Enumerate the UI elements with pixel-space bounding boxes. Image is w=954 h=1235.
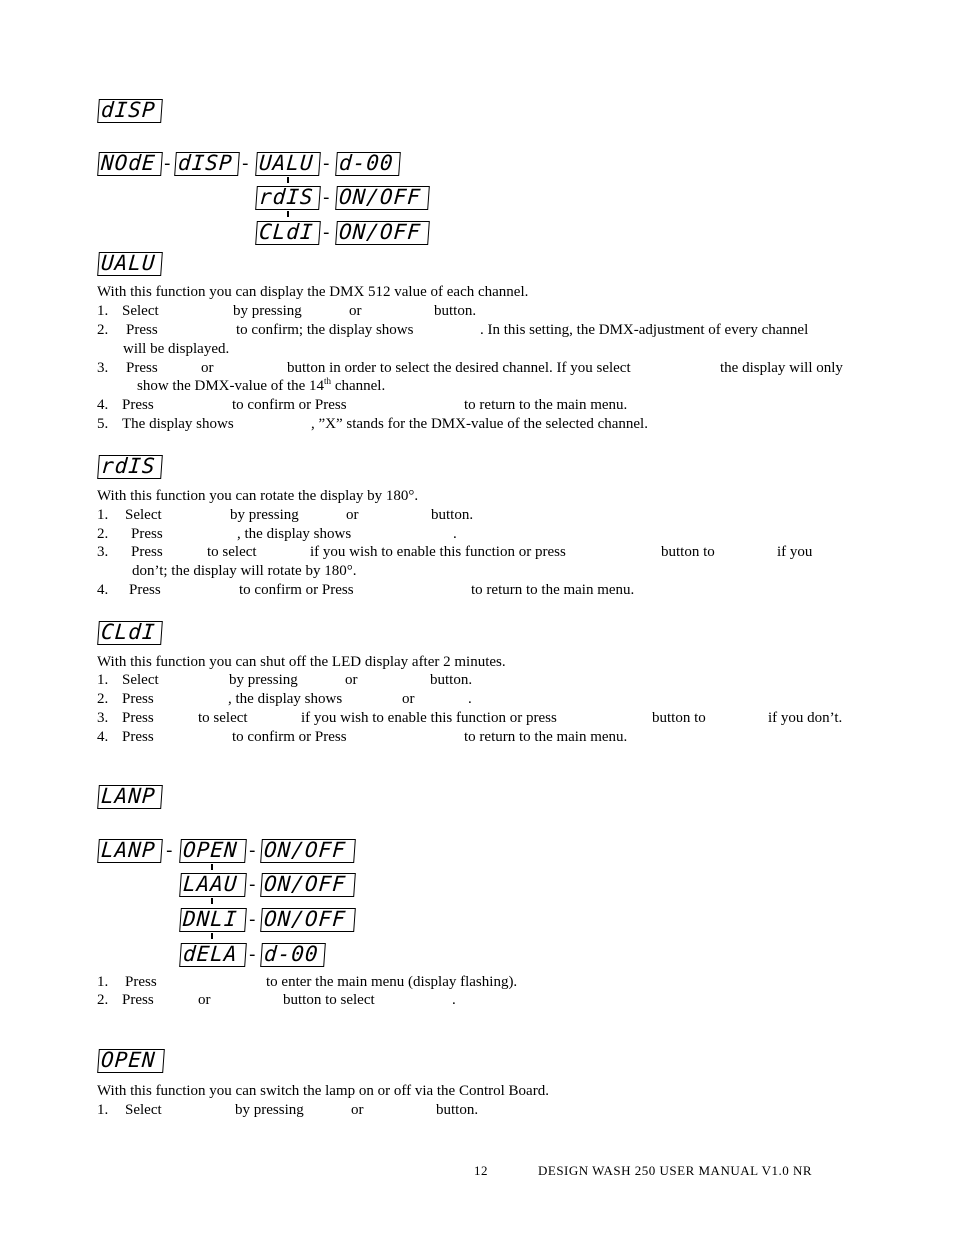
lcd-onoff: ON/OFF (260, 908, 356, 932)
connector-dash: - (242, 153, 249, 174)
lcd-d00: d-00 (260, 943, 326, 967)
lcd-valu: UALU (255, 152, 321, 176)
lcd-onoff: ON/OFF (335, 186, 430, 210)
lcd-lamp: LANP (97, 839, 163, 863)
lcd-heading-open: OPEN (97, 1049, 165, 1073)
cld1-intro: With this function you can shut off the LED display after 2 minutes. (97, 654, 506, 670)
connector-dash: - (249, 840, 256, 861)
lcd-onoff: ON/OFF (260, 839, 356, 863)
connector-tick (211, 864, 213, 870)
connector-dash: - (323, 153, 330, 174)
lcd-heading-lamp: LANP (97, 785, 163, 809)
lcd-cld1: CLdI (255, 221, 321, 245)
connector-dash: - (323, 222, 330, 243)
connector-dash: - (323, 187, 330, 208)
footer-title: DESIGN WASH 250 USER MANUAL V1.0 NR (538, 1163, 813, 1178)
lcd-disp: dISP (174, 152, 240, 176)
lcd-laau: LAAU (179, 873, 247, 897)
lcd-onoff: ON/OFF (260, 873, 356, 897)
connector-tick (287, 211, 289, 217)
lcd-d00: d-00 (335, 152, 401, 176)
lcd-heading-valu: UALU (97, 252, 163, 276)
rdis-intro: With this function you can rotate the display by 180°. (97, 488, 419, 504)
connector-tick (211, 933, 213, 939)
lcd-heading-disp: dISP (97, 99, 163, 123)
connector-dash: - (249, 909, 256, 930)
connector-dash: - (249, 874, 256, 895)
lcd-heading-rdis: rdIS (97, 455, 163, 479)
lcd-heading-cld1: CLdI (97, 621, 163, 645)
connector-tick (211, 898, 213, 904)
lcd-open: OPEN (179, 839, 247, 863)
connector-dash: - (166, 840, 173, 861)
lcd-dnl1: DNLI (179, 908, 247, 932)
connector-tick (287, 177, 289, 183)
connector-dash: - (164, 153, 171, 174)
valu-intro: With this function you can display the DMX 512 value of each channel. (97, 284, 529, 300)
lcd-rdis: rdIS (255, 186, 321, 210)
open-intro: With this function you can switch the lamp on or off via the Control Board. (97, 1083, 549, 1099)
lcd-mode: NOdE (97, 152, 163, 176)
page-number: 12 (474, 1163, 488, 1178)
lcd-dela: dELA (179, 943, 247, 967)
connector-dash: - (249, 944, 256, 965)
lcd-onoff: ON/OFF (335, 221, 430, 245)
